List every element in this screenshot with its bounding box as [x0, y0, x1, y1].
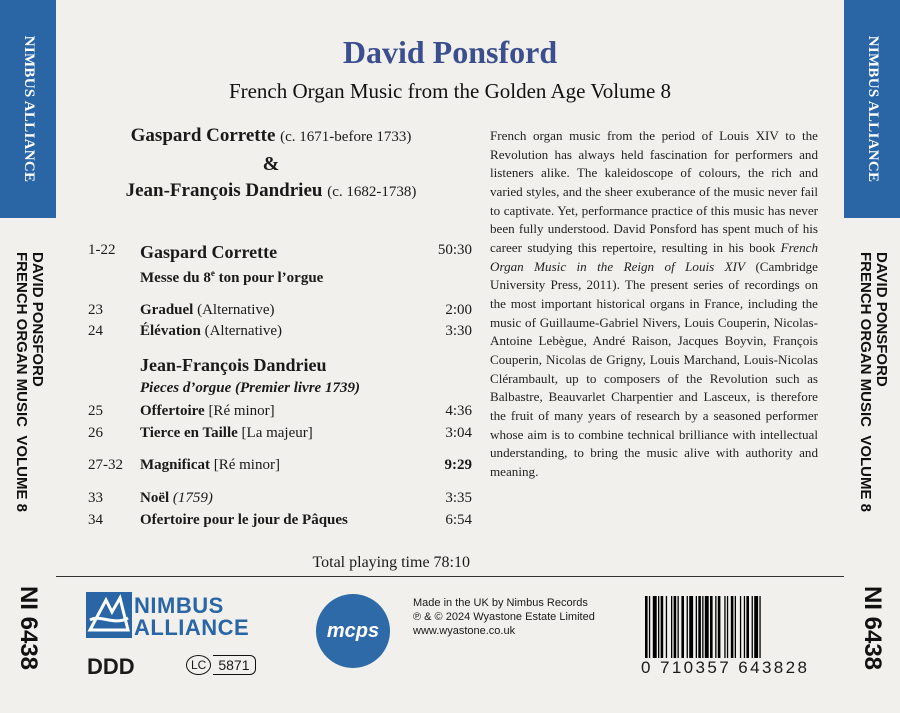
track-title-detail: [Ré minor] — [204, 403, 275, 419]
track-number: 27-32 — [88, 457, 123, 473]
description-part-2: (Cambridge University Press, 2011). The present series of recordings on the most important historical organs in France, including the music of Guillaume-Gabriel Nivers, Louis Couperin, Nicolas-Antoine Lebègue, André Raison, Jacques Boyvin, François Couperin, Nicolas de Grigny, Louis Marchand, Louis-Nicolas Clérambault, up to composers of the Revolution such as Balbastre, Beauvarlet Charpentier and Lasceux, is therefore the fruit of many years of research by a seasoned performer whose aim is to combine technical brilliance with intellectual understanding, to bring the music alive with authority and meaning. — [490, 258, 818, 479]
barcode-bar — [727, 596, 728, 658]
made-in-line: Made in the UK by Nimbus Records — [413, 597, 588, 609]
left-spine — [0, 0, 56, 713]
barcode-bar — [731, 596, 734, 658]
label-code — [186, 655, 256, 675]
barcode-bar — [666, 596, 667, 658]
barcode-bar — [661, 596, 664, 658]
barcode-bar — [702, 596, 703, 658]
spine-title-line2: FRENCH ORGAN MUSIC VOLUME 8 — [13, 252, 30, 513]
track-title — [140, 323, 282, 340]
mcps-text: mcps — [326, 619, 380, 642]
barcode-bar — [715, 596, 716, 658]
track-title-detail: (Alternative) — [200, 323, 283, 339]
composer-1-dates: (c. 1671-before 1733) — [280, 129, 412, 145]
track-title — [140, 403, 275, 420]
track-title-main: Tierce en Taille — [140, 425, 238, 441]
barcode-bar — [735, 596, 736, 658]
barcode-bar — [752, 596, 753, 658]
track-number: 1-22 — [88, 242, 116, 258]
mass-superscript: e — [210, 268, 215, 278]
track-title-detail: (1759) — [169, 490, 213, 506]
barcode-bar — [658, 596, 659, 658]
track-title — [140, 457, 280, 474]
nimbus-alliance-logo — [86, 592, 276, 642]
barcode-bar — [744, 596, 745, 658]
barcode-bar — [671, 596, 672, 658]
barcode-bar — [705, 596, 709, 658]
track-number: 25 — [88, 403, 103, 419]
spine-title — [855, 252, 890, 513]
barcode-bar — [645, 596, 648, 658]
barcode-bar — [746, 596, 749, 658]
track-subtitle — [140, 268, 323, 287]
section-heading: Jean-François Dandrieu — [140, 355, 327, 375]
barcode — [645, 596, 805, 658]
track-time: 3:30 — [445, 323, 472, 339]
barcode-bar — [724, 596, 725, 658]
track-time: 3:04 — [445, 425, 472, 441]
barcode-bar — [754, 596, 758, 658]
composer-1 — [56, 122, 486, 151]
track-number: 23 — [88, 302, 103, 318]
track-title-main: Magnificat — [140, 457, 210, 473]
track-title-detail: [La majeur] — [237, 425, 313, 441]
album-description — [490, 127, 818, 481]
track-title-main: Offertoire — [140, 403, 205, 419]
spine-catalogue: NI 6438 — [859, 585, 886, 671]
track-number: 33 — [88, 490, 103, 506]
barcode-bar — [653, 596, 657, 658]
track-number: 26 — [88, 425, 103, 441]
ampersand: & — [262, 153, 280, 175]
logo-text-alliance: ALLIANCE — [134, 615, 250, 640]
barcode-bar — [687, 596, 688, 658]
mass-title-rest: ton pour l’orgue — [214, 270, 324, 286]
barcode-digits: 0 710357 643828 — [641, 658, 810, 677]
barcode-bar — [696, 596, 697, 658]
barcode-bar — [681, 596, 684, 658]
composer-list — [56, 122, 486, 206]
track-title — [140, 425, 313, 442]
total-playing-time: Total playing time 78:10 — [312, 554, 470, 571]
track-time: 3:35 — [445, 490, 472, 506]
barcode-bar — [718, 596, 721, 658]
ddd-code: DDD — [87, 654, 135, 679]
track-time: 4:36 — [445, 403, 472, 419]
track-time: 9:29 — [444, 457, 472, 473]
track-title — [140, 490, 213, 507]
divider-line — [56, 576, 844, 577]
collection-title: Pieces d’orgue (Premier livre 1739) — [140, 380, 360, 396]
spine-brand-text: NIMBUS ALLIANCE — [21, 35, 37, 183]
lc-number: 5871 — [213, 655, 255, 675]
artist-name: David Ponsford — [342, 34, 558, 70]
album-subtitle: French Organ Music from the Golden Age Volume 8 — [228, 79, 672, 103]
barcode-bar — [740, 596, 741, 658]
composer-2 — [56, 177, 486, 206]
spine-brand-text: NIMBUS ALLIANCE — [865, 35, 881, 183]
barcode-bar — [689, 596, 693, 658]
right-spine — [844, 0, 900, 713]
track-time: 6:54 — [445, 512, 472, 528]
barcode-bar — [710, 596, 713, 658]
spine-title — [11, 252, 46, 513]
track-number: 34 — [88, 512, 103, 528]
website-line: www.wyastone.co.uk — [413, 625, 516, 637]
section-subheading — [140, 380, 360, 397]
barcode-bar — [698, 596, 701, 658]
track-title-detail: [Ré minor] — [209, 457, 280, 473]
composer-2-dates: (c. 1682-1738) — [327, 184, 417, 200]
track-title: Gaspard Corrette — [140, 242, 278, 262]
book-title: French Organ Music in the Reign of Louis XIV — [490, 239, 818, 274]
lc-mark: LC — [186, 655, 211, 675]
spine-title-line1: DAVID PONSFORD — [29, 252, 46, 387]
mass-title: Messe du 8 — [140, 270, 211, 286]
barcode-bar — [674, 596, 677, 658]
description-part-1: French organ music from the period of Louis XIV to the Revolution has always held fascination for performers and listeners alike. The kaleidoscope of colours, the rich and varied styles, and the sheer exuberance of the music never fail to captivate. Yet, performance practice of this music has never been fully understood. David Ponsford has spent much of his career studying this repertoire, resulting in his book — [490, 128, 818, 255]
nimbus-emblem-icon — [86, 592, 132, 638]
composer-1-name: Gaspard Corrette — [130, 125, 276, 146]
spine-title-line2: FRENCH ORGAN MUSIC VOLUME 8 — [857, 252, 874, 513]
mcps-logo — [316, 594, 390, 668]
spine-catalogue: NI 6438 — [15, 585, 42, 671]
track-time: 50:30 — [437, 242, 472, 258]
track-title-detail: (Alternative) — [193, 302, 275, 318]
track-number: 24 — [88, 323, 103, 339]
track-title-main: Noël — [140, 490, 170, 506]
track-time: 2:00 — [445, 302, 472, 318]
track-title — [140, 302, 275, 319]
track-title-main: Élévation — [140, 323, 201, 339]
barcode-bar — [678, 596, 679, 658]
logo-text-nimbus: NIMBUS — [134, 593, 224, 618]
composer-2-name: Jean-François Dandrieu — [125, 180, 323, 201]
track-title-main: Graduel — [140, 302, 194, 318]
barcode-bar — [649, 596, 650, 658]
track-title: Ofertoire pour le jour de Pâques — [140, 512, 348, 528]
copyright-line: ℗ & © 2024 Wyastone Estate Limited — [413, 611, 595, 623]
barcode-bar — [759, 596, 760, 658]
spine-title-line1: DAVID PONSFORD — [873, 252, 890, 387]
copyright-block — [413, 596, 595, 638]
